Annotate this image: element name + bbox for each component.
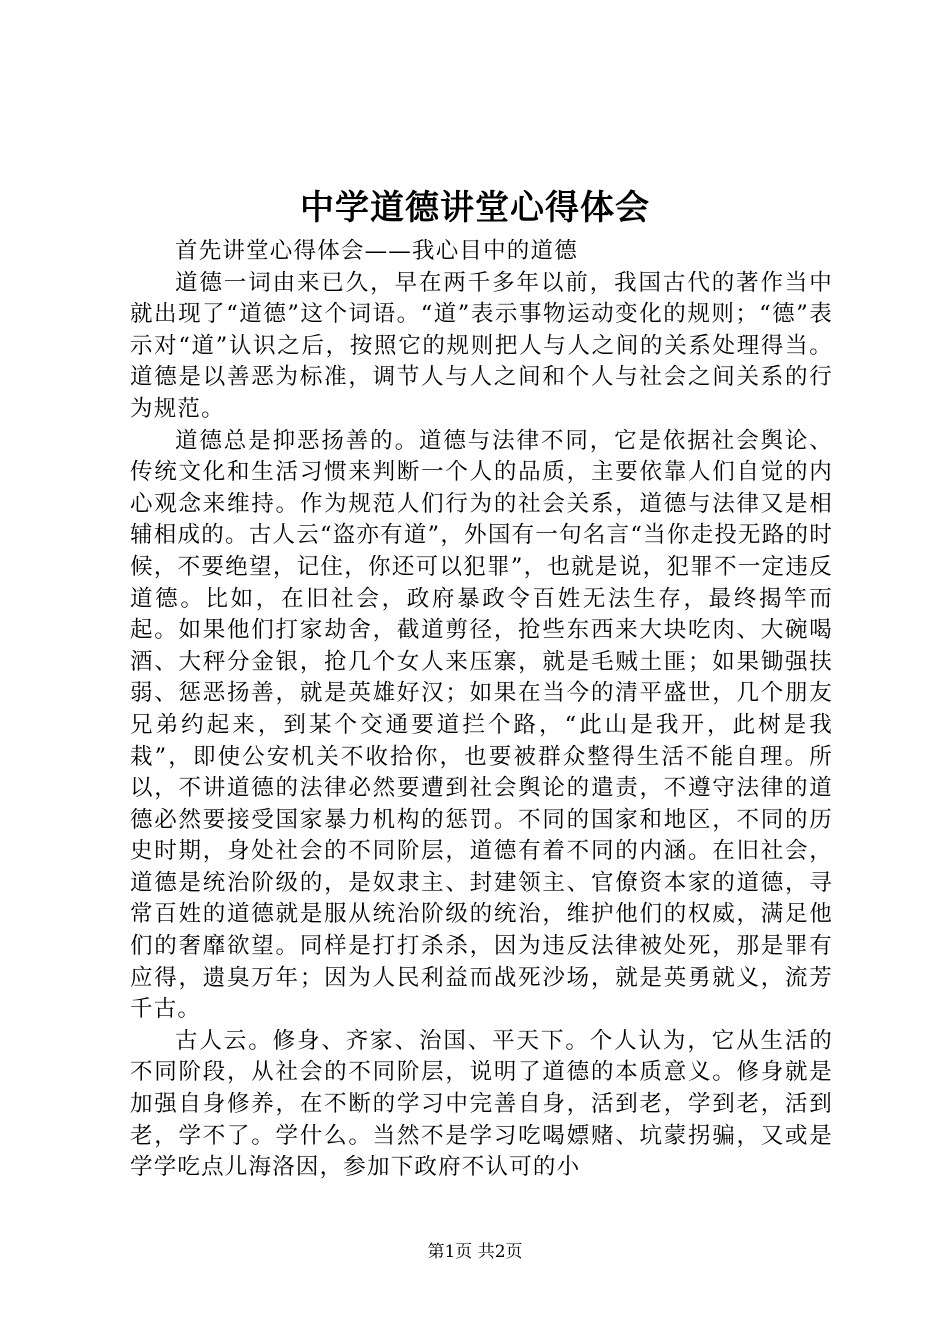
- paragraph: 古人云。修身、齐家、治国、平天下。个人认为，它从生活的不同阶段，从社会的不同阶层，说明了道德的本质意义。修身就是加强自身修养，在不断的学习中完善自身，活到老，学到老，活到老，学不了。学什么。当然不是学习吃喝嫖赌、坑蒙拐骗，又或是学学吃点儿海洛因，参加下政府不认可的小: [130, 1027, 833, 1181]
- paragraph: 道德总是抑恶扬善的。道德与法律不同，它是依据社会舆论、传统文化和生活习惯来判断一个人的品质，主要依靠人们自觉的内心观念来维持。作为规范人们行为的社会关系，道德与法律又是相辅相成的。古人云“盗亦有道”，外国有一句名言“当你走投无路的时候，不要绝望，记住，你还可以犯罪”，也就是说，犯罪不一定违反道德。比如，在旧社会，政府暴政令百姓无法生存，最终揭竿而起。如果他们打家劫舍，截道剪径，抢些东西来大块吃肉、大碗喝酒、大秤分金银，抢几个女人来压寨，就是毛贼土匪；如果锄强扶弱、惩恶扬善，就是英雄好汉；如果在当今的清平盛世，几个朋友兄弟约起来，到某个交通要道拦个路，“此山是我开，此树是我栽”，即使公安机关不收拾你，也要被群众整得生活不能自理。所以，不讲道德的法律必然要遭到社会舆论的遣责，不遵守法律的道德必然要接受国家暴力机构的惩罚。不同的国家和地区，不同的历史时期，身处社会的不同阶层，道德有着不同的内涵。在旧社会，道德是统治阶级的，是奴隶主、封建领主、官僚资本家的道德，寻常百姓的道德就是服从统治阶级的统治，维护他们的权威，满足他们的奢靡欲望。同样是打打杀杀，因为违反法律被处死，那是罪有应得，遗臭万年；因为人民利益而战死沙场，就是英勇就义，流芳千古。: [130, 427, 833, 1023]
- page-footer: 第1页 共2页: [427, 1242, 523, 1262]
- paragraph-heading: 首先讲堂心得体会——我心目中的道德: [175, 238, 578, 264]
- document-title: 中学道德讲堂心得体会: [300, 188, 650, 228]
- document-body: [130, 236, 833, 1184]
- paragraph: 道德一词由来已久，早在两千多年以前，我国古代的著作当中就出现了“道德”这个词语。“道”表示事物运动变化的规则；“德”表示对“道”认识之后，按照它的规则把人与人之间的关系处理得当。道德是以善恶为标准，调节人与人之间和个人与社会之间关系的行为规范。: [130, 269, 833, 422]
